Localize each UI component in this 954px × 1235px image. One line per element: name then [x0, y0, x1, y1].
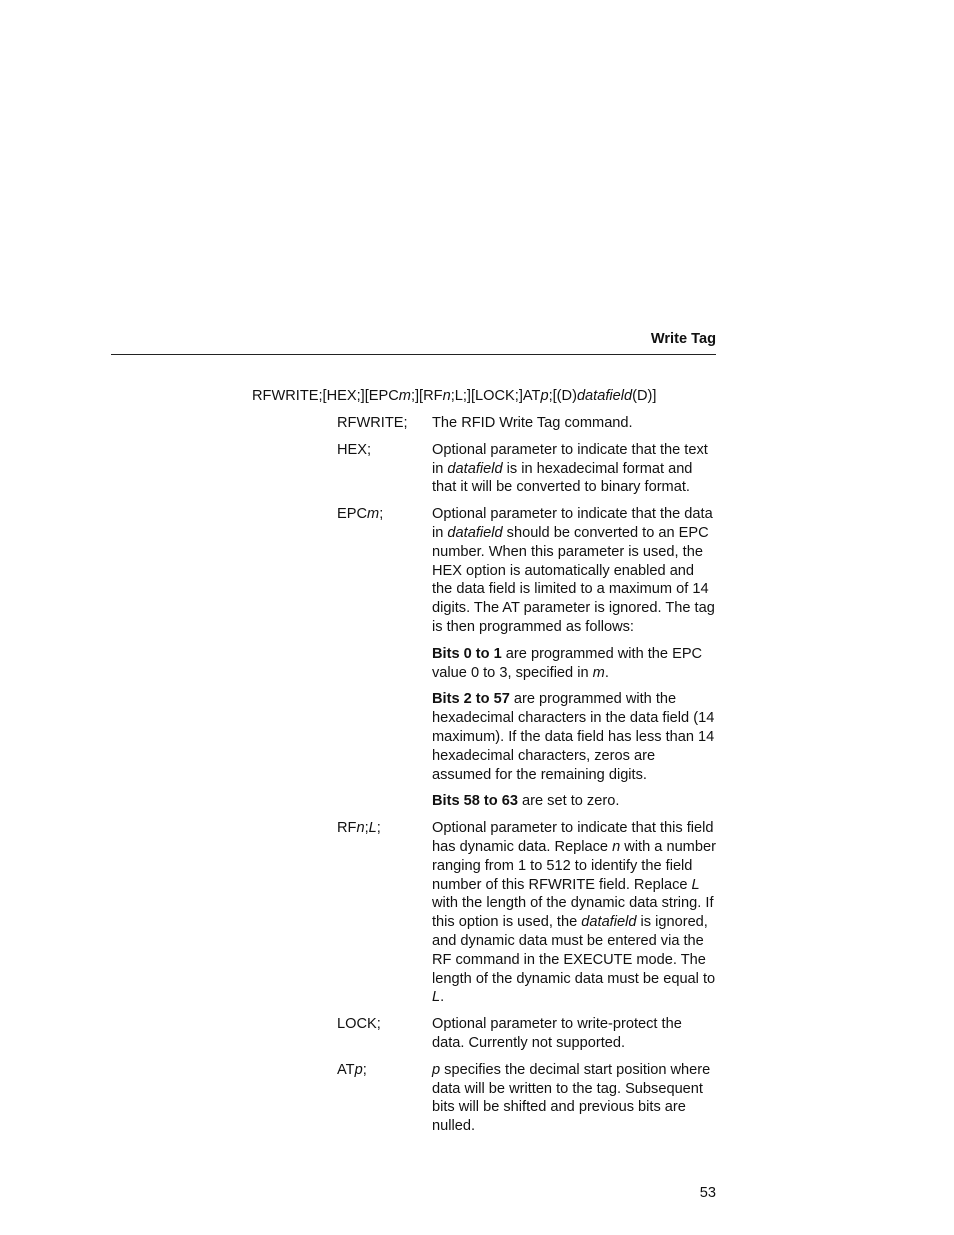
epc-bits-2-57: Bits 2 to 57 are programmed with the hexadecimal characters in the data field (14 maximum). If the data field has less than 14 hexadecimal characters, zeros are assumed for the remaining digits. — [432, 691, 715, 783]
param-name: LOCK; — [337, 1016, 381, 1033]
param-description: Optional parameter to write-protect the data. Currently not supported. — [432, 1016, 682, 1051]
epc-bits-58-63: Bits 58 to 63 are set to zero. — [432, 793, 620, 810]
command-syntax: RFWRITE;[HEX;][EPCm;][RFn;L;][LOCK;]ATp;[(D)datafield(D)] — [252, 388, 657, 404]
param-description: The RFID Write Tag command. — [432, 415, 633, 431]
param-name: ATp; — [337, 1061, 367, 1078]
param-name: RFn;L; — [337, 820, 381, 837]
param-description: Optional parameter to indicate that the text in datafield is in hexadecimal format and that it will be converted to binary format. — [432, 441, 708, 496]
param-lock — [337, 1015, 717, 1061]
page-header-title: Write Tag — [650, 331, 716, 347]
param-name: HEX; — [337, 441, 372, 458]
page-number: 53 — [699, 1185, 716, 1201]
header-rule — [111, 354, 716, 355]
param-hex — [337, 441, 717, 505]
param-rfwrite — [337, 414, 717, 441]
param-epc — [337, 505, 717, 819]
epc-bits-0-1: Bits 0 to 1 are programmed with the EPC value 0 to 3, specified in m. — [432, 645, 703, 681]
param-description: Optional parameter to indicate that the data in datafield should be converted to an EPC number. When this parameter is used, the HEX option is automatically enabled and the data field is limited to a maximum of 14 digits. The AT parameter is ignored. The tag is then programmed as follows: Bits 0 to 1 are programmed with the EPC value 0 to 3, specified in m. Bits 2 to 57 are programmed with the hexadecimal characters in the data field (14 maximum). If the data field has less than 14 hexadecimal characters, zeros are assumed for the remaining digits. Bits 58 to 63 are set to zero. — [432, 505, 717, 819]
param-description: p specifies the decimal start position where data will be written to the tag. Subsequent bits will be shifted and previous bits are nulled. — [432, 1061, 711, 1135]
param-description: Optional parameter to indicate that this field has dynamic data. Replace n with a number ranging from 1 to 512 to identify the field number of this RFWRITE field. Replace L with the length of the dynamic data string. If this option is used, the datafield is ignored, and dynamic data must be entered via the RF command in the EXECUTE mode. The length of the dynamic data must be equal to L. — [432, 820, 716, 1006]
param-at — [337, 1061, 717, 1144]
param-name: RFWRITE; — [337, 415, 408, 431]
parameter-list — [337, 414, 717, 1144]
param-rf — [337, 819, 717, 1015]
param-name: EPCm; — [337, 506, 384, 523]
